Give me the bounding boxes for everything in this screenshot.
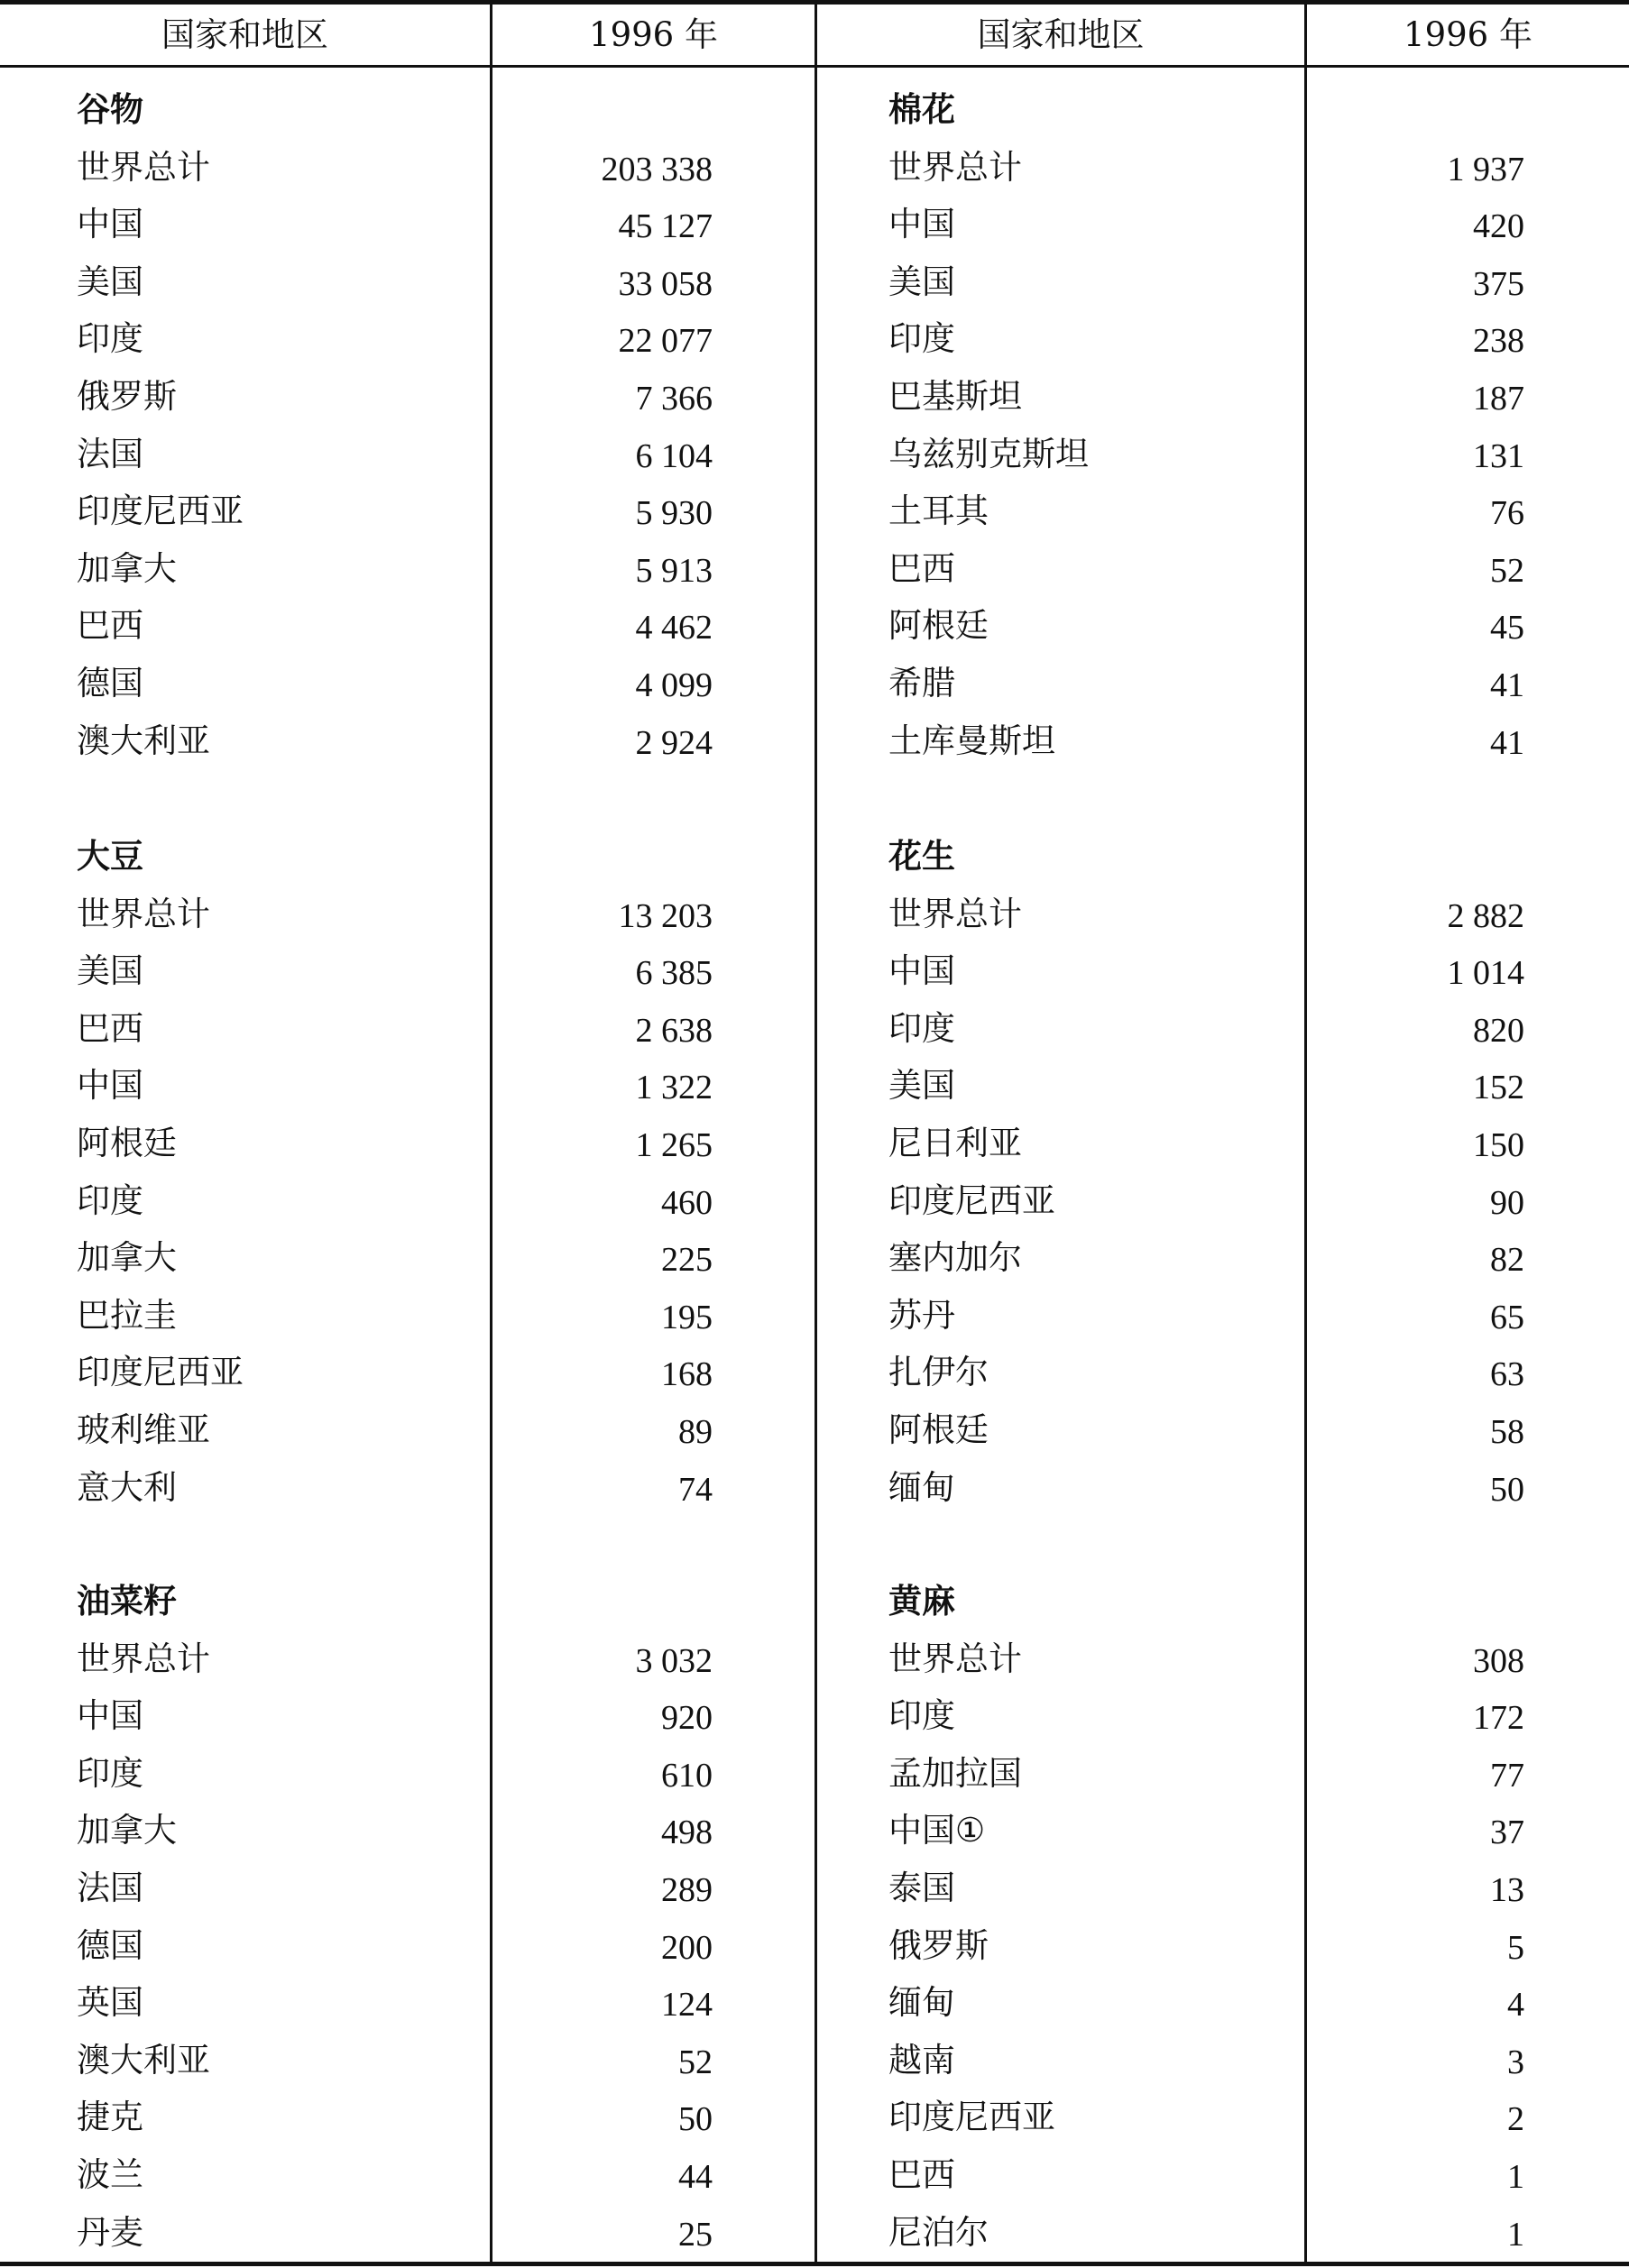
section-title: 黄麻 xyxy=(888,1582,955,1621)
production-value: 289 xyxy=(661,1871,713,1909)
production-value: 22 077 xyxy=(618,322,713,360)
production-value: 41 xyxy=(1490,666,1524,704)
country-name: 印度 xyxy=(77,319,143,358)
country-name: 俄罗斯 xyxy=(77,377,177,416)
country-name: 德国 xyxy=(77,664,143,702)
country-name: 印度 xyxy=(77,1754,143,1793)
country-name: 巴拉圭 xyxy=(77,1296,177,1335)
country-name: 玻利维亚 xyxy=(77,1410,210,1449)
country-name: 捷克 xyxy=(77,2098,143,2136)
country-name: 巴基斯坦 xyxy=(888,377,1022,416)
country-name: 印度 xyxy=(77,1181,143,1220)
country-name: 世界总计 xyxy=(77,895,210,933)
country-name: 乌兹别克斯坦 xyxy=(888,435,1089,473)
production-value: 25 xyxy=(678,2216,713,2254)
country-name: 阿根廷 xyxy=(888,1410,989,1449)
production-value: 460 xyxy=(661,1184,713,1222)
country-name: 希腊 xyxy=(888,664,955,702)
production-value: 131 xyxy=(1473,437,1524,475)
country-name: 印度尼西亚 xyxy=(77,491,244,530)
production-value: 2 882 xyxy=(1447,897,1524,935)
country-name: 印度尼西亚 xyxy=(77,1353,244,1391)
section-title: 大豆 xyxy=(77,837,143,876)
country-name: 扎伊尔 xyxy=(888,1353,989,1391)
production-value: 1 xyxy=(1507,2216,1524,2254)
country-name: 印度尼西亚 xyxy=(888,2098,1055,2136)
production-value: 152 xyxy=(1473,1069,1524,1106)
column-divider-1 xyxy=(490,0,492,2266)
country-name: 苏丹 xyxy=(888,1296,955,1335)
production-value: 420 xyxy=(1473,207,1524,245)
country-name: 澳大利亚 xyxy=(77,721,210,760)
country-name: 印度 xyxy=(888,319,955,358)
production-value: 168 xyxy=(661,1355,713,1393)
country-name: 土耳其 xyxy=(888,491,989,530)
production-value: 52 xyxy=(1490,552,1524,590)
production-value: 2 xyxy=(1507,2100,1524,2138)
country-name: 加拿大 xyxy=(77,1238,177,1277)
production-value: 5 xyxy=(1507,1929,1524,1967)
production-value: 498 xyxy=(661,1813,713,1851)
header-country-right: 国家和地区 xyxy=(977,15,1145,54)
production-value: 45 xyxy=(1490,609,1524,647)
production-value: 610 xyxy=(661,1757,713,1795)
country-name: 波兰 xyxy=(77,2155,143,2194)
country-name: 尼泊尔 xyxy=(888,2213,989,2252)
production-value: 187 xyxy=(1473,380,1524,418)
country-name: 巴西 xyxy=(888,549,955,588)
country-name: 中国 xyxy=(77,205,143,243)
country-name: 缅甸 xyxy=(888,1468,955,1507)
production-value: 76 xyxy=(1490,494,1524,532)
country-name: 缅甸 xyxy=(888,1983,955,2022)
country-name: 中国① xyxy=(888,1811,986,1850)
section-title: 花生 xyxy=(888,837,955,876)
country-name: 美国 xyxy=(77,262,143,301)
production-value: 6 385 xyxy=(635,954,713,992)
country-name: 世界总计 xyxy=(77,1639,210,1678)
country-name: 泰国 xyxy=(888,1869,955,1907)
country-name: 中国 xyxy=(77,1066,143,1105)
production-value: 3 032 xyxy=(635,1642,713,1680)
country-name: 越南 xyxy=(888,2041,955,2080)
production-value: 13 xyxy=(1490,1871,1524,1909)
production-value: 308 xyxy=(1473,1642,1524,1680)
country-name: 印度尼西亚 xyxy=(888,1181,1055,1220)
production-value: 200 xyxy=(661,1929,713,1967)
production-value: 203 338 xyxy=(601,151,713,188)
production-value: 44 xyxy=(678,2158,713,2196)
production-value: 4 099 xyxy=(635,666,713,704)
production-value: 13 203 xyxy=(618,897,713,935)
country-name: 加拿大 xyxy=(77,1811,177,1850)
country-name: 中国 xyxy=(888,205,955,243)
production-value: 820 xyxy=(1473,1012,1524,1050)
production-value: 58 xyxy=(1490,1413,1524,1451)
production-value: 4 xyxy=(1507,1986,1524,2024)
production-value: 238 xyxy=(1473,322,1524,360)
country-name: 美国 xyxy=(77,951,143,990)
column-divider-3 xyxy=(1304,0,1307,2266)
production-value: 74 xyxy=(678,1471,713,1509)
country-name: 世界总计 xyxy=(888,1639,1022,1678)
production-value: 5 913 xyxy=(635,552,713,590)
production-value: 195 xyxy=(661,1299,713,1336)
production-value: 52 xyxy=(678,2043,713,2081)
country-name: 中国 xyxy=(77,1696,143,1735)
production-value: 89 xyxy=(678,1413,713,1451)
country-name: 世界总计 xyxy=(888,148,1022,187)
country-name: 印度 xyxy=(888,1696,955,1735)
column-divider-2 xyxy=(814,0,817,2266)
production-value: 50 xyxy=(678,2100,713,2138)
country-name: 阿根廷 xyxy=(77,1124,177,1162)
production-value: 2 638 xyxy=(635,1012,713,1050)
production-value: 920 xyxy=(661,1699,713,1737)
production-value: 7 366 xyxy=(635,380,713,418)
country-name: 孟加拉国 xyxy=(888,1754,1022,1793)
production-value: 150 xyxy=(1473,1126,1524,1164)
production-value: 3 xyxy=(1507,2043,1524,2081)
country-name: 尼日利亚 xyxy=(888,1124,1022,1162)
production-value: 41 xyxy=(1490,724,1524,762)
country-name: 美国 xyxy=(888,1066,955,1105)
production-value: 33 058 xyxy=(618,265,713,303)
country-name: 意大利 xyxy=(77,1468,177,1507)
country-name: 阿根廷 xyxy=(888,606,989,645)
production-value: 90 xyxy=(1490,1184,1524,1222)
country-name: 英国 xyxy=(77,1983,143,2022)
country-name: 法国 xyxy=(77,435,143,473)
production-value: 82 xyxy=(1490,1241,1524,1279)
production-value: 6 104 xyxy=(635,437,713,475)
country-name: 塞内加尔 xyxy=(888,1238,1022,1277)
production-value: 1 937 xyxy=(1447,151,1524,188)
production-value: 172 xyxy=(1473,1699,1524,1737)
section-title: 棉花 xyxy=(888,90,955,129)
production-value: 375 xyxy=(1473,265,1524,303)
production-value: 1 265 xyxy=(635,1126,713,1164)
country-name: 德国 xyxy=(77,1926,143,1965)
country-name: 巴西 xyxy=(888,2155,955,2194)
country-name: 中国 xyxy=(888,951,955,990)
production-value: 63 xyxy=(1490,1355,1524,1393)
production-value: 45 127 xyxy=(618,207,713,245)
production-value: 1 xyxy=(1507,2158,1524,2196)
country-name: 加拿大 xyxy=(77,549,177,588)
production-value: 5 930 xyxy=(635,494,713,532)
production-value: 225 xyxy=(661,1241,713,1279)
production-value: 77 xyxy=(1490,1757,1524,1795)
country-name: 世界总计 xyxy=(888,895,1022,933)
country-name: 澳大利亚 xyxy=(77,2041,210,2080)
country-name: 印度 xyxy=(888,1009,955,1048)
header-year-left: 1996 年 xyxy=(589,15,718,54)
production-value: 50 xyxy=(1490,1471,1524,1509)
production-value: 2 924 xyxy=(635,724,713,762)
production-value: 124 xyxy=(661,1986,713,2024)
section-title: 谷物 xyxy=(77,90,143,129)
country-name: 土库曼斯坦 xyxy=(888,721,1055,760)
header-year-right: 1996 年 xyxy=(1404,15,1532,54)
production-value: 65 xyxy=(1490,1299,1524,1336)
header-country-left: 国家和地区 xyxy=(161,15,328,54)
production-value: 37 xyxy=(1490,1813,1524,1851)
country-name: 俄罗斯 xyxy=(888,1926,989,1965)
country-name: 巴西 xyxy=(77,606,143,645)
country-name: 丹麦 xyxy=(77,2213,143,2252)
country-name: 法国 xyxy=(77,1869,143,1907)
production-value: 1 014 xyxy=(1447,954,1524,992)
country-name: 美国 xyxy=(888,262,955,301)
country-name: 巴西 xyxy=(77,1009,143,1048)
production-value: 4 462 xyxy=(635,609,713,647)
production-value: 1 322 xyxy=(635,1069,713,1106)
section-title: 油菜籽 xyxy=(77,1582,177,1621)
country-name: 世界总计 xyxy=(77,148,210,187)
